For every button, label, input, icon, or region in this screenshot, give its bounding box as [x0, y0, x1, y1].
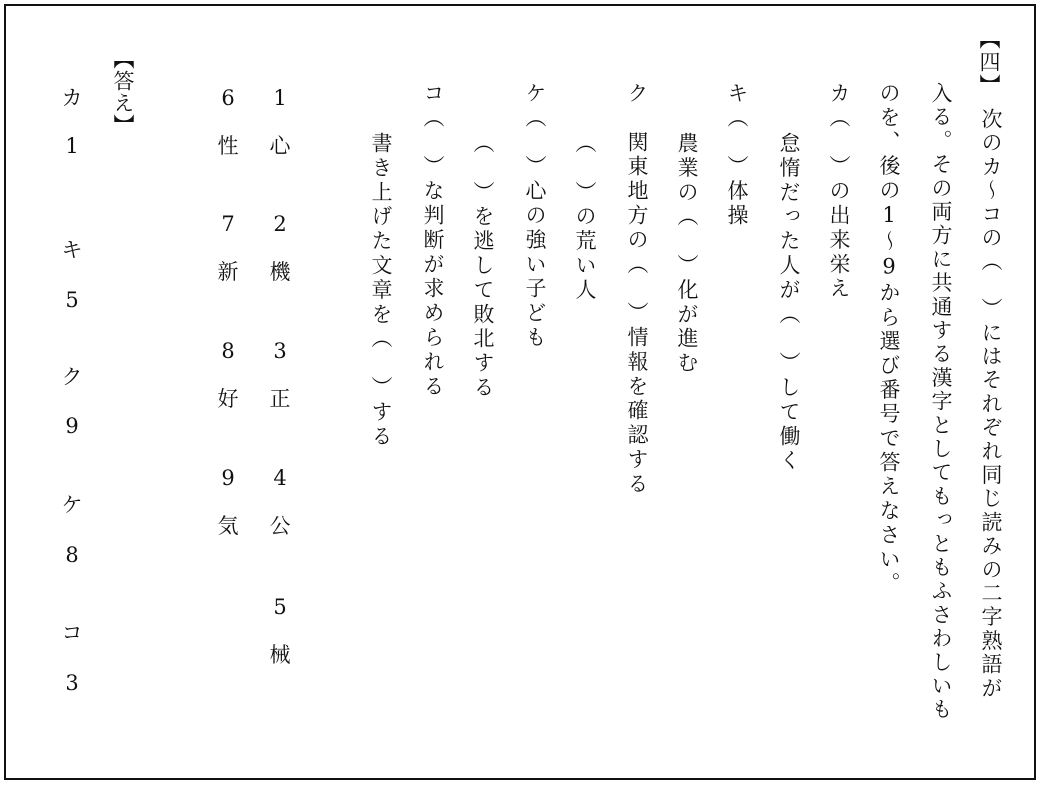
answer-ke-label: ケ	[61, 493, 83, 517]
choice-2-number: 2	[273, 212, 287, 236]
choice-1-kanji: 心	[269, 134, 291, 158]
item-ka-line-2: 怠惰だった人が（ ）して働く	[777, 132, 801, 474]
item-ku-line-2: （ ）の荒い人	[573, 132, 597, 303]
choice-3-kanji: 正	[269, 387, 291, 411]
choice-7-kanji: 新	[217, 260, 239, 284]
choice-5-kanji: 械	[269, 643, 291, 667]
choice-6-number: 6	[221, 86, 235, 110]
choice-2-kanji: 機	[269, 260, 291, 284]
item-ki-line-1: キ（ ）体操	[725, 82, 749, 229]
choice-7-number: 7	[221, 212, 235, 236]
answer-ku-value: 9	[65, 414, 79, 438]
choice-9-number: 9	[221, 466, 235, 490]
item-ke-line-1: ケ（ ）心の強い子ども	[523, 82, 547, 351]
answer-title: 【答え】	[111, 48, 135, 136]
item-ko-line-1: コ（ ）な判断が求められる	[421, 82, 445, 400]
question-number: 【四】	[977, 28, 1001, 97]
choice-4-number: 4	[273, 466, 287, 490]
answer-ki-value: 5	[65, 288, 79, 312]
instruction-line-2: 入る。その両方に共通する漢字としてもっともふさわしいも	[929, 82, 953, 722]
answer-ko-label: コ	[61, 621, 83, 645]
answer-ke-value: 8	[65, 543, 79, 567]
item-ka-line-1: カ（ ）の出来栄え	[827, 82, 851, 302]
item-ki-line-2: 農業の（ ）化が進む	[675, 132, 699, 376]
choice-3-number: 3	[273, 339, 287, 363]
choice-8-number: 8	[221, 339, 235, 363]
choice-9-kanji: 気	[217, 514, 239, 538]
item-ku-line-1: ク 関東地方の（ ）情報を確認する	[625, 82, 649, 497]
choice-5-number: 5	[273, 595, 287, 619]
instruction-line-1: 次のカ〜コの（ ）にはそれぞれ同じ読みの二字熟語が	[979, 108, 1003, 701]
answer-ku-label: ク	[61, 365, 83, 389]
item-ke-line-2: （ ）を逃して敗北する	[471, 132, 495, 401]
answer-ka-label: カ	[61, 86, 83, 110]
choice-8-kanji: 好	[217, 387, 239, 411]
answer-ko-value: 3	[65, 671, 79, 695]
answer-ka-value: 1	[65, 134, 79, 158]
instruction-line-3: のを、後の1〜9から選び番号で答えなさい。	[877, 82, 901, 597]
item-ko-line-2: 書き上げた文章を（ ）する	[369, 132, 393, 450]
answer-ki-label: キ	[61, 238, 83, 262]
choice-1-number: 1	[273, 86, 287, 110]
choice-4-kanji: 公	[269, 514, 291, 538]
choice-6-kanji: 性	[217, 134, 239, 158]
